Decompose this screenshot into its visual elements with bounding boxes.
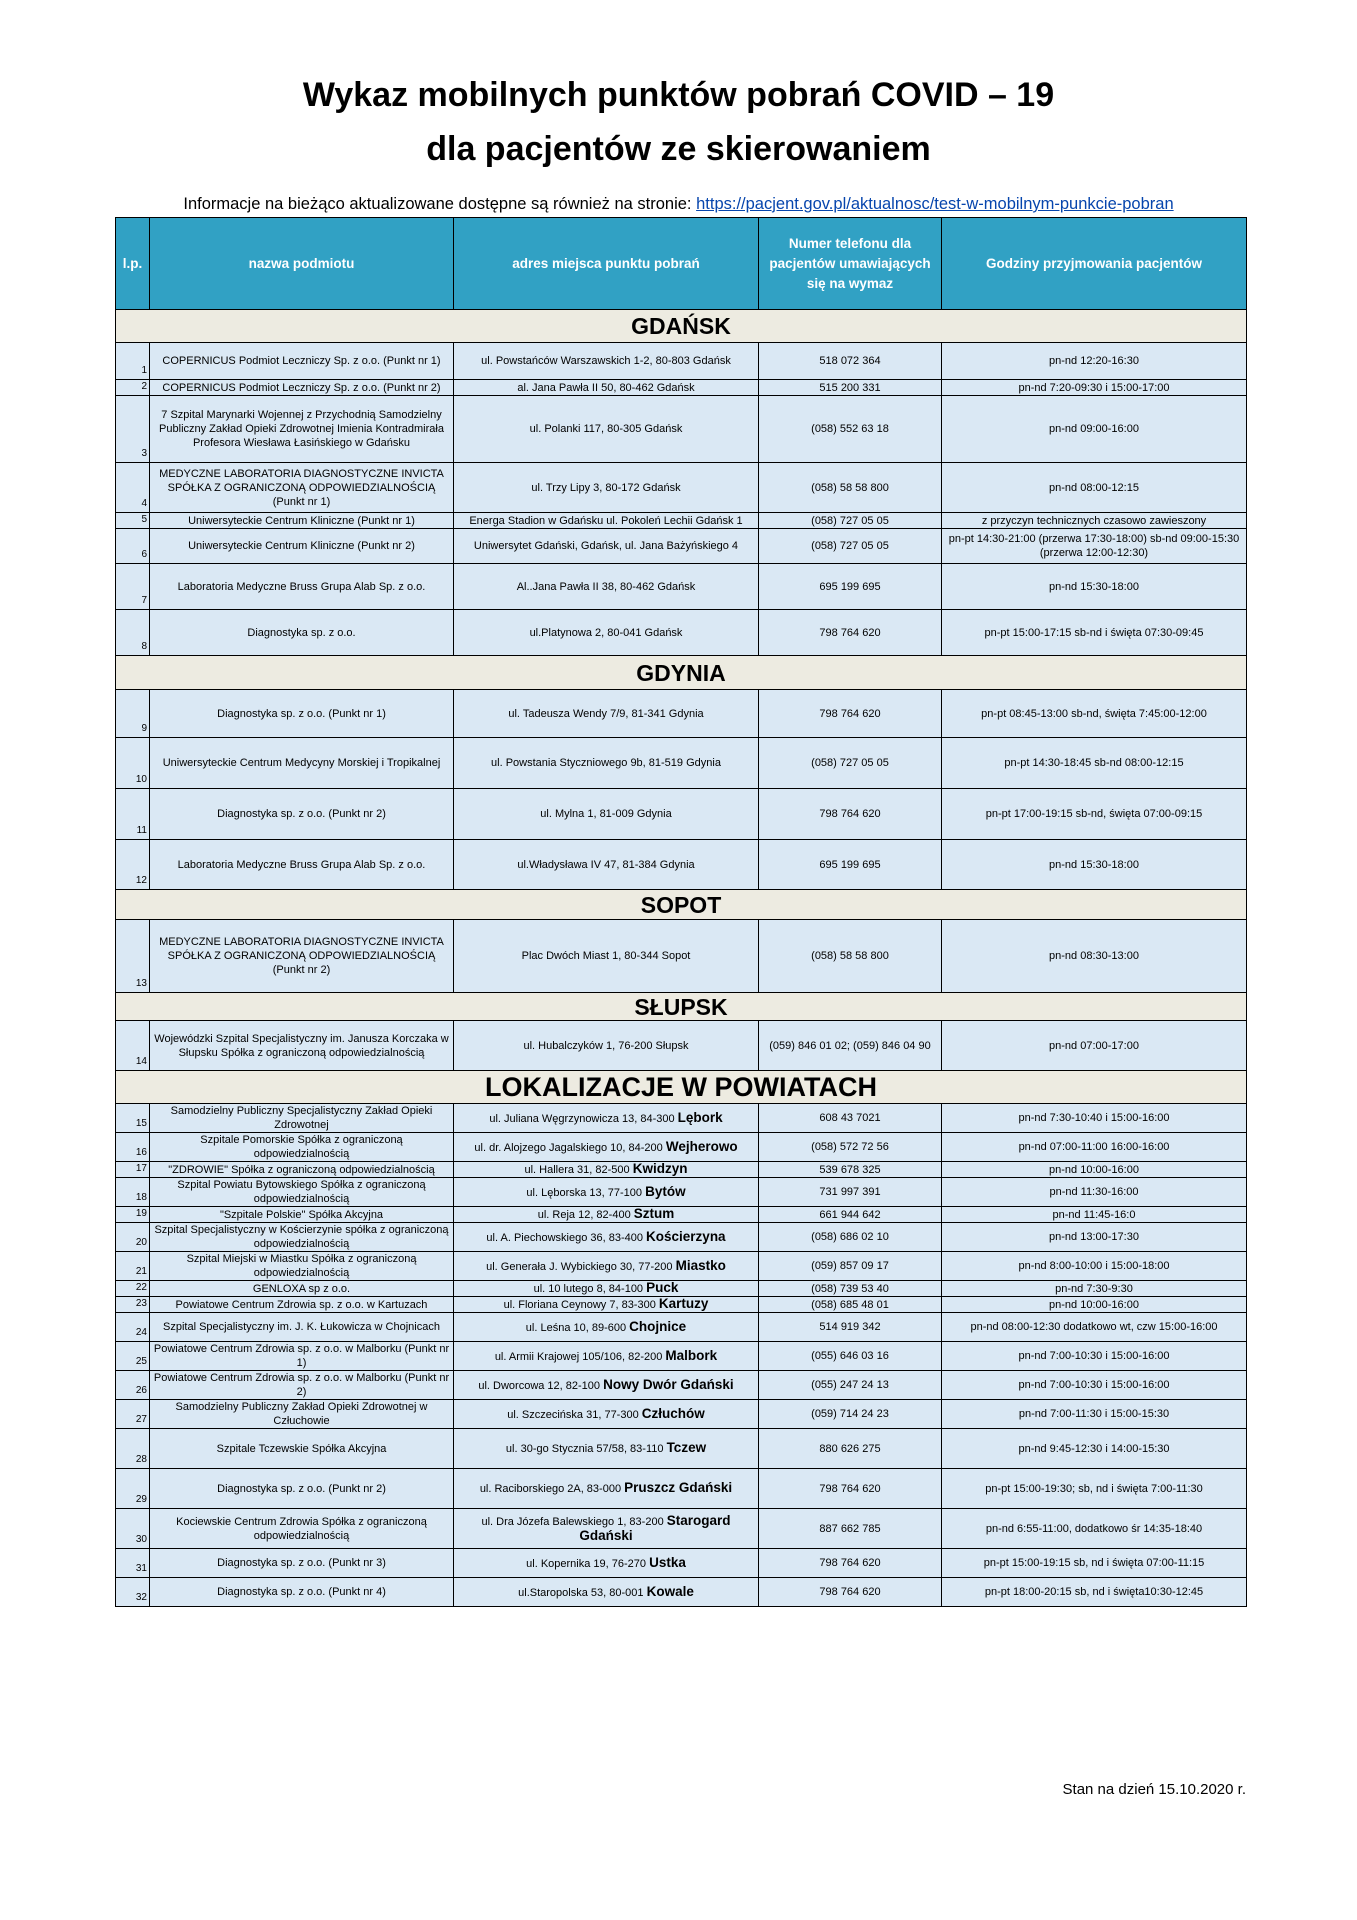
section-row xyxy=(116,656,1247,690)
table-row xyxy=(116,1178,1247,1207)
row-number: 17 xyxy=(116,1162,150,1178)
address-cell xyxy=(454,1178,759,1207)
city-name: Kwidzyn xyxy=(632,1161,688,1176)
hours-cell: pn-pt 17:00-19:15 sb-nd, święta 07:00-09:15 xyxy=(942,789,1247,840)
entity-name: Diagnostyka sp. z o.o. (Punkt nr 1) xyxy=(150,690,454,738)
table-row xyxy=(116,610,1247,656)
hours-cell: pn-nd 07:00-11:00 16:00-16:00 xyxy=(942,1133,1247,1162)
row-number: 2 xyxy=(116,380,150,396)
table-row xyxy=(116,1133,1247,1162)
address-cell xyxy=(454,1578,759,1607)
city-name: Kartuzy xyxy=(658,1296,709,1311)
address-cell xyxy=(454,1297,759,1313)
table-row xyxy=(116,1371,1247,1400)
hours-cell: pn-nd 07:00-17:00 xyxy=(942,1021,1247,1071)
hours-cell: pn-nd 6:55-11:00, dodatkowo śr 14:35-18:40 xyxy=(942,1509,1247,1549)
page-title: Wykaz mobilnych punktów pobrań COVID – 19 xyxy=(302,76,1055,114)
entity-name: Uniwersyteckie Centrum Kliniczne (Punkt nr 2) xyxy=(150,529,454,564)
phone-cell: (059) 846 01 02; (059) 846 04 90 xyxy=(759,1021,942,1071)
table-row xyxy=(116,738,1247,789)
row-number: 26 xyxy=(116,1371,150,1400)
address-text: ul. dr. Alojzego Jagalskiego 10, 84-200 xyxy=(474,1141,663,1154)
row-number: 7 xyxy=(116,564,150,610)
row-number: 8 xyxy=(116,610,150,656)
address-text: ul. Trzy Lipy 3, 80-172 Gdańsk xyxy=(531,481,681,494)
table-row xyxy=(116,463,1247,513)
address-text: ul. Juliana Węgrzynowicza 13, 84-300 xyxy=(489,1112,675,1125)
hours-cell: pn-nd 7:20-09:30 i 15:00-17:00 xyxy=(942,380,1247,396)
row-number: 18 xyxy=(116,1178,150,1207)
phone-cell: (058) 739 53 40 xyxy=(759,1281,942,1297)
entity-name: Diagnostyka sp. z o.o. (Punkt nr 4) xyxy=(150,1578,454,1607)
address-text: ul. Generała J. Wybickiego 30, 77-200 xyxy=(486,1260,673,1273)
city-name: Ustka xyxy=(649,1554,686,1570)
address-cell xyxy=(454,1133,759,1162)
entity-name: Diagnostyka sp. z o.o. (Punkt nr 2) xyxy=(150,789,454,840)
hours-cell: pn-nd 10:00-16:00 xyxy=(942,1297,1247,1313)
entity-name: Powiatowe Centrum Zdrowia sp. z o.o. w Malborku (Punkt nr 1) xyxy=(150,1342,454,1371)
hours-cell: pn-nd 7:00-10:30 i 15:00-16:00 xyxy=(942,1342,1247,1371)
table-row xyxy=(116,1223,1247,1252)
phone-cell: 798 764 620 xyxy=(759,1469,942,1509)
phone-cell: 695 199 695 xyxy=(759,840,942,890)
section-row xyxy=(116,310,1247,343)
phone-cell: 661 944 642 xyxy=(759,1207,942,1223)
entity-name: Szpitale Tczewskie Spółka Akcyjna xyxy=(150,1429,454,1469)
address-text: ul.Władysława IV 47, 81-384 Gdynia xyxy=(517,858,695,871)
hours-cell: pn-nd 12:20-16:30 xyxy=(942,343,1247,380)
entity-name: Szpitale Pomorskie Spółka z ograniczoną odpowiedzialnością xyxy=(150,1133,454,1162)
table-row xyxy=(116,1252,1247,1281)
section-title: GDAŃSK xyxy=(116,310,1247,343)
hours-cell: pn-nd 08:00-12:15 xyxy=(942,463,1247,513)
phone-cell: 514 919 342 xyxy=(759,1313,942,1342)
address-text: ul. Kopernika 19, 76-270 xyxy=(526,1557,647,1570)
phone-cell: 798 764 620 xyxy=(759,610,942,656)
row-number: 32 xyxy=(116,1578,150,1607)
hours-cell: pn-nd 8:00-10:00 i 15:00-18:00 xyxy=(942,1252,1247,1281)
phone-cell: (058) 58 58 800 xyxy=(759,920,942,993)
row-number: 29 xyxy=(116,1469,150,1509)
phone-cell: (058) 686 02 10 xyxy=(759,1223,942,1252)
address-text: Uniwersytet Gdański, Gdańsk, ul. Jana Bażyńskiego 4 xyxy=(473,540,739,552)
table-row xyxy=(116,564,1247,610)
address-cell xyxy=(454,610,759,656)
phone-cell: (058) 572 72 56 xyxy=(759,1133,942,1162)
entity-name: Kociewskie Centrum Zdrowia Spółka z ograniczoną odpowiedzialnością xyxy=(150,1509,454,1549)
phone-cell: 798 764 620 xyxy=(759,1549,942,1578)
row-number: 3 xyxy=(116,396,150,463)
row-number: 22 xyxy=(116,1281,150,1297)
table-row xyxy=(116,690,1247,738)
address-text: ul. Tadeusza Wendy 7/9, 81-341 Gdynia xyxy=(508,707,704,720)
header-name: nazwa podmiotu xyxy=(150,218,454,310)
phone-cell: (058) 685 48 01 xyxy=(759,1297,942,1313)
section-title: SŁUPSK xyxy=(116,993,1247,1021)
phone-cell: 515 200 331 xyxy=(759,380,942,396)
phone-cell: 608 43 7021 xyxy=(759,1104,942,1133)
address-cell xyxy=(454,789,759,840)
entity-name: Powiatowe Centrum Zdrowia sp. z o.o. w Malborku (Punkt nr 2) xyxy=(150,1371,454,1400)
hours-cell: pn-nd 11:45-16:0 xyxy=(942,1207,1247,1223)
page-subtitle: dla pacjentów ze skierowaniem xyxy=(426,130,931,168)
entity-name: GENLOXA sp z o.o. xyxy=(150,1281,454,1297)
table-row xyxy=(116,529,1247,564)
phone-cell: 798 764 620 xyxy=(759,1578,942,1607)
status-date: Stan na dzień 15.10.2020 r. xyxy=(1062,1781,1246,1798)
hours-cell: pn-nd 08:00-12:30 dodatkowo wt, czw 15:00-16:00 xyxy=(942,1313,1247,1342)
entity-name: Diagnostyka sp. z o.o. (Punkt nr 2) xyxy=(150,1469,454,1509)
address-text: ul. Szczecińska 31, 77-300 xyxy=(507,1408,639,1421)
city-name: Miastko xyxy=(675,1257,726,1273)
phone-cell: (058) 58 58 800 xyxy=(759,463,942,513)
info-line xyxy=(0,193,1357,215)
entity-name: "Szpitale Polskie" Spółka Akcyjna xyxy=(150,1207,454,1223)
address-text: ul. Dra Józefa Balewskiego 1, 83-200 xyxy=(481,1515,664,1528)
entity-name: MEDYCZNE LABORATORIA DIAGNOSTYCZNE INVICTA SPÓŁKA Z OGRANICZONĄ ODPOWIEDZIALNOŚCIĄ (Punkt nr 2) xyxy=(150,920,454,993)
entity-name: Laboratoria Medyczne Bruss Grupa Alab Sp. z o.o. xyxy=(150,840,454,890)
city-name: Malbork xyxy=(665,1347,718,1363)
address-text: ul. Dworcowa 12, 82-100 xyxy=(478,1379,601,1392)
address-cell xyxy=(454,1469,759,1509)
hours-cell: pn-nd 7:00-10:30 i 15:00-16:00 xyxy=(942,1371,1247,1400)
entity-name: Uniwersyteckie Centrum Kliniczne (Punkt nr 1) xyxy=(150,513,454,529)
phone-cell: (055) 646 03 16 xyxy=(759,1342,942,1371)
entity-name: Diagnostyka sp. z o.o. xyxy=(150,610,454,656)
table-row xyxy=(116,1469,1247,1509)
hours-cell: pn-nd 15:30-18:00 xyxy=(942,840,1247,890)
address-cell xyxy=(454,920,759,993)
city-name: Kowale xyxy=(646,1583,694,1599)
table-row xyxy=(116,1509,1247,1549)
table-row xyxy=(116,1162,1247,1178)
entity-name: Laboratoria Medyczne Bruss Grupa Alab Sp. z o.o. xyxy=(150,564,454,610)
address-text: ul. Leśna 10, 89-600 xyxy=(525,1321,627,1334)
phone-cell: 880 626 275 xyxy=(759,1429,942,1469)
section-row xyxy=(116,1071,1247,1104)
hours-cell: pn-pt 14:30-18:45 sb-nd 08:00-12:15 xyxy=(942,738,1247,789)
header-address: adres miejsca punktu pobrań xyxy=(454,218,759,310)
address-cell xyxy=(454,1162,759,1178)
address-cell xyxy=(454,738,759,789)
section-row xyxy=(116,993,1247,1021)
phone-cell: (059) 714 24 23 xyxy=(759,1400,942,1429)
address-text: ul. Lęborska 13, 77-100 xyxy=(526,1186,643,1199)
city-name: Bytów xyxy=(645,1183,686,1199)
row-number: 1 xyxy=(116,343,150,380)
address-text: ul. Floriana Ceynowy 7, 83-300 xyxy=(503,1299,656,1311)
phone-cell: (058) 727 05 05 xyxy=(759,513,942,529)
header-phone: Numer telefonu dla pacjentów umawiających się na wymaz xyxy=(759,218,942,310)
table-row xyxy=(116,380,1247,396)
hours-cell: pn-nd 08:30-13:00 xyxy=(942,920,1247,993)
row-number: 11 xyxy=(116,789,150,840)
row-number: 14 xyxy=(116,1021,150,1071)
sampling-points-table xyxy=(115,217,1247,1607)
address-cell xyxy=(454,529,759,564)
row-number: 25 xyxy=(116,1342,150,1371)
hours-cell: pn-pt 18:00-20:15 sb, nd i święta10:30-12:45 xyxy=(942,1578,1247,1607)
city-name: Pruszcz Gdański xyxy=(624,1480,733,1495)
city-name: Wejherowo xyxy=(665,1138,738,1154)
address-text: al. Jana Pawła II 50, 80-462 Gdańsk xyxy=(517,381,695,394)
address-text: ul. Reja 12, 82-400 xyxy=(537,1209,631,1221)
phone-cell: 695 199 695 xyxy=(759,564,942,610)
city-name: Sztum xyxy=(633,1206,675,1221)
city-name: Tczew xyxy=(666,1440,707,1455)
table-row xyxy=(116,1400,1247,1429)
row-number: 21 xyxy=(116,1252,150,1281)
info-link[interactable]: https://pacjent.gov.pl/aktualnosc/test-w-mobilnym-punkcie-pobran xyxy=(696,195,1174,213)
address-text: ul. Hallera 31, 82-500 xyxy=(524,1164,630,1176)
section-title: SOPOT xyxy=(116,890,1247,920)
address-cell xyxy=(454,840,759,890)
entity-name: 7 Szpital Marynarki Wojennej z Przychodnią Samodzielny Publiczny Zakład Opieki Zdrowotnej Imienia Kontradmirała Profesora Wiesława Łasińskiego w Gdańsku xyxy=(150,396,454,463)
address-text: ul. Hubalczyków 1, 76-200 Słupsk xyxy=(523,1039,689,1052)
address-cell xyxy=(454,396,759,463)
phone-cell: (059) 857 09 17 xyxy=(759,1252,942,1281)
address-text: ul. Raciborskiego 2A, 83-000 xyxy=(479,1483,622,1495)
city-name: Człuchów xyxy=(641,1405,705,1421)
row-number: 19 xyxy=(116,1207,150,1223)
address-cell xyxy=(454,690,759,738)
table-row xyxy=(116,1578,1247,1607)
hours-cell: pn-pt 08:45-13:00 sb-nd, święta 7:45:00-12:00 xyxy=(942,690,1247,738)
address-text: Al..Jana Pawła II 38, 80-462 Gdańsk xyxy=(516,580,696,593)
address-cell xyxy=(454,1207,759,1223)
address-text: ul. Powstania Styczniowego 9b, 81-519 Gdynia xyxy=(491,757,721,769)
table-row xyxy=(116,1313,1247,1342)
entity-name: Wojewódzki Szpital Specjalistyczny im. Janusza Korczaka w Słupsku Spółka z ograniczoną odpowiedzialnością xyxy=(150,1021,454,1071)
entity-name: Samodzielny Publiczny Zakład Opieki Zdrowotnej w Człuchowie xyxy=(150,1400,454,1429)
phone-cell: 539 678 325 xyxy=(759,1162,942,1178)
address-cell xyxy=(454,1021,759,1071)
row-number: 15 xyxy=(116,1104,150,1133)
address-text: ul. A. Piechowskiego 36, 83-400 xyxy=(486,1231,643,1244)
address-text: ul.Platynowa 2, 80-041 Gdańsk xyxy=(529,626,683,639)
entity-name: COPERNICUS Podmiot Leczniczy Sp. z o.o. (Punkt nr 1) xyxy=(150,343,454,380)
table-row xyxy=(116,920,1247,993)
city-name: Starogard Gdański xyxy=(579,1512,731,1543)
table-row xyxy=(116,789,1247,840)
section-title: GDYNIA xyxy=(116,656,1247,690)
header-lp: l.p. xyxy=(116,218,150,310)
address-text: Plac Dwóch Miast 1, 80-344 Sopot xyxy=(521,950,691,962)
address-cell xyxy=(454,1104,759,1133)
row-number: 13 xyxy=(116,920,150,993)
entity-name: Diagnostyka sp. z o.o. (Punkt nr 3) xyxy=(150,1549,454,1578)
table-row xyxy=(116,1549,1247,1578)
table-row xyxy=(116,1297,1247,1313)
row-number: 31 xyxy=(116,1549,150,1578)
table-row xyxy=(116,1207,1247,1223)
address-cell xyxy=(454,343,759,380)
address-text: ul. Polanki 117, 80-305 Gdańsk xyxy=(529,423,683,435)
table-row xyxy=(116,1281,1247,1297)
address-text: ul. 30-go Stycznia 57/58, 83-110 xyxy=(505,1443,664,1455)
row-number: 10 xyxy=(116,738,150,789)
row-number: 24 xyxy=(116,1313,150,1342)
city-name: Puck xyxy=(646,1280,679,1295)
city-name: Nowy Dwór Gdański xyxy=(603,1376,734,1392)
address-cell xyxy=(454,1509,759,1549)
entity-name: Szpital Specjalistyczny im. J. K. Łukowicza w Chojnicach xyxy=(150,1313,454,1342)
entity-name: Szpital Powiatu Bytowskiego Spółka z ograniczoną odpowiedzialnością xyxy=(150,1178,454,1207)
address-cell xyxy=(454,1252,759,1281)
address-text: ul. Powstańców Warszawskich 1-2, 80-803 Gdańsk xyxy=(481,355,731,367)
hours-cell: pn-nd 7:30-10:40 i 15:00-16:00 xyxy=(942,1104,1247,1133)
hours-cell: pn-nd 11:30-16:00 xyxy=(942,1178,1247,1207)
city-name: Chojnice xyxy=(629,1318,687,1334)
phone-cell: (055) 247 24 13 xyxy=(759,1371,942,1400)
row-number: 6 xyxy=(116,529,150,564)
row-number: 16 xyxy=(116,1133,150,1162)
hours-cell: pn-nd 09:00-16:00 xyxy=(942,396,1247,463)
address-cell xyxy=(454,1371,759,1400)
row-number: 28 xyxy=(116,1429,150,1469)
hours-cell: pn-pt 15:00-17:15 sb-nd i święta 07:30-09:45 xyxy=(942,610,1247,656)
entity-name: Uniwersyteckie Centrum Medycyny Morskiej i Tropikalnej xyxy=(150,738,454,789)
row-number: 4 xyxy=(116,463,150,513)
hours-cell: pn-pt 14:30-21:00 (przerwa 17:30-18:00) sb-nd 09:00-15:30 (przerwa 12:00-12:30) xyxy=(942,529,1247,564)
address-cell xyxy=(454,513,759,529)
hours-cell: z przyczyn technicznych czasowo zawieszony xyxy=(942,513,1247,529)
table-body xyxy=(116,310,1247,1607)
row-number: 9 xyxy=(116,690,150,738)
address-cell xyxy=(454,1400,759,1429)
address-cell xyxy=(454,564,759,610)
hours-cell: pn-nd 13:00-17:30 xyxy=(942,1223,1247,1252)
phone-cell: (058) 727 05 05 xyxy=(759,738,942,789)
address-cell xyxy=(454,1342,759,1371)
row-number: 12 xyxy=(116,840,150,890)
table-row xyxy=(116,840,1247,890)
address-text: ul. Mylna 1, 81-009 Gdynia xyxy=(540,808,672,820)
hours-cell: pn-nd 7:00-11:30 i 15:00-15:30 xyxy=(942,1400,1247,1429)
address-text: ul. 10 lutego 8, 84-100 xyxy=(533,1283,644,1295)
table-row xyxy=(116,1021,1247,1071)
table-row xyxy=(116,1429,1247,1469)
hours-cell: pn-pt 15:00-19:30; sb, nd i święta 7:00-11:30 xyxy=(942,1469,1247,1509)
phone-cell: 887 662 785 xyxy=(759,1509,942,1549)
entity-name: Szpital Specjalistyczny w Kościerzynie spółka z ograniczoną odpowiedzialnością xyxy=(150,1223,454,1252)
table-row xyxy=(116,1104,1247,1133)
info-text: Informacje na bieżąco aktualizowane dostępne są również na stronie: xyxy=(183,195,692,213)
row-number: 5 xyxy=(116,513,150,529)
hours-cell: pn-nd 9:45-12:30 i 14:00-15:30 xyxy=(942,1429,1247,1469)
phone-cell: 518 072 364 xyxy=(759,343,942,380)
row-number: 23 xyxy=(116,1297,150,1313)
hours-cell: pn-nd 10:00-16:00 xyxy=(942,1162,1247,1178)
address-cell xyxy=(454,1313,759,1342)
address-text: Energa Stadion w Gdańsku ul. Pokoleń Lechii Gdańsk 1 xyxy=(469,514,743,527)
row-number: 30 xyxy=(116,1509,150,1549)
phone-cell: 731 997 391 xyxy=(759,1178,942,1207)
address-cell xyxy=(454,1281,759,1297)
hours-cell: pn-nd 15:30-18:00 xyxy=(942,564,1247,610)
address-cell xyxy=(454,380,759,396)
city-name: Lębork xyxy=(677,1109,723,1125)
address-text: ul.Staropolska 53, 80-001 xyxy=(518,1586,644,1599)
row-number: 27 xyxy=(116,1400,150,1429)
address-cell xyxy=(454,1549,759,1578)
address-cell xyxy=(454,1429,759,1469)
city-name: Kościerzyna xyxy=(646,1228,726,1244)
table-row xyxy=(116,396,1247,463)
row-number: 20 xyxy=(116,1223,150,1252)
hours-cell: pn-pt 15:00-19:15 sb, nd i święta 07:00-11:15 xyxy=(942,1549,1247,1578)
phone-cell: (058) 552 63 18 xyxy=(759,396,942,463)
table-row xyxy=(116,1342,1247,1371)
phone-cell: (058) 727 05 05 xyxy=(759,529,942,564)
phone-cell: 798 764 620 xyxy=(759,690,942,738)
table-row xyxy=(116,343,1247,380)
address-cell xyxy=(454,1223,759,1252)
entity-name: Powiatowe Centrum Zdrowia sp. z o.o. w Kartuzach xyxy=(150,1297,454,1313)
entity-name: MEDYCZNE LABORATORIA DIAGNOSTYCZNE INVICTA SPÓŁKA Z OGRANICZONĄ ODPOWIEDZIALNOŚCIĄ (Punkt nr 1) xyxy=(150,463,454,513)
entity-name: "ZDROWIE" Spółka z ograniczoną odpowiedzialnością xyxy=(150,1162,454,1178)
header-hours: Godziny przyjmowania pacjentów xyxy=(942,218,1247,310)
entity-name: Samodzielny Publiczny Specjalistyczny Zakład Opieki Zdrowotnej xyxy=(150,1104,454,1133)
entity-name: Szpital Miejski w Miastku Spółka z ograniczoną odpowiedzialnością xyxy=(150,1252,454,1281)
address-text: ul. Armii Krajowej 105/106, 82-200 xyxy=(494,1350,663,1363)
table-header-row xyxy=(116,218,1247,310)
section-title: LOKALIZACJE W POWIATACH xyxy=(116,1071,1247,1104)
entity-name: COPERNICUS Podmiot Leczniczy Sp. z o.o. (Punkt nr 2) xyxy=(150,380,454,396)
table-row xyxy=(116,513,1247,529)
section-row xyxy=(116,890,1247,920)
address-cell xyxy=(454,463,759,513)
phone-cell: 798 764 620 xyxy=(759,789,942,840)
hours-cell: pn-nd 7:30-9:30 xyxy=(942,1281,1247,1297)
